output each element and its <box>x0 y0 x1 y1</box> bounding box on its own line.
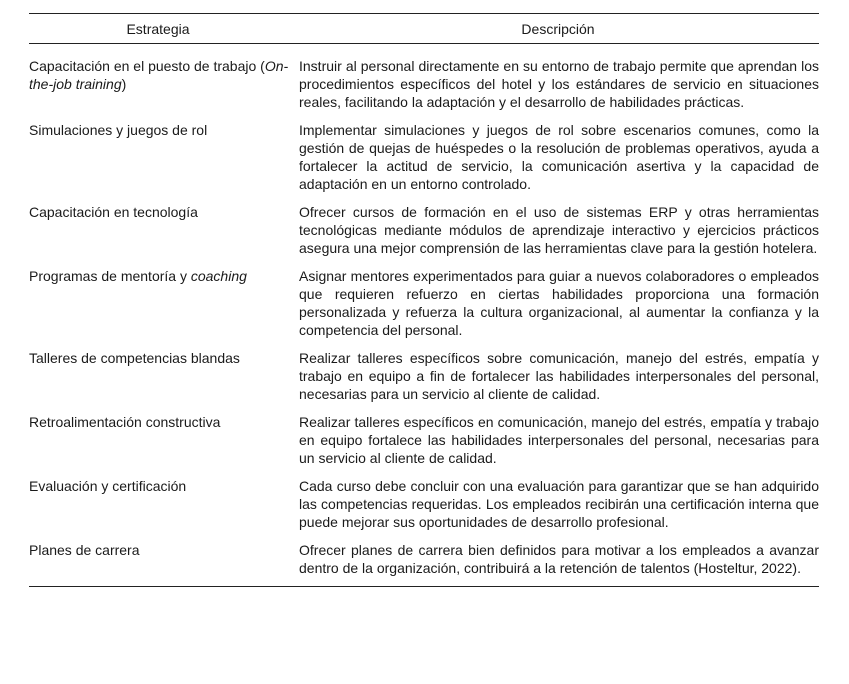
strategy-cell <box>29 121 299 193</box>
table-row <box>29 57 819 111</box>
description-cell: Realizar talleres específicos en comunicación, manejo del estrés, empatía y trabajo en equipo fortalece las habilidades interpersonales del personal, necesarias para un servicio al cliente de calidad. <box>299 414 819 466</box>
strategy-cell <box>29 349 299 403</box>
description-cell: Realizar talleres específicos sobre comunicación, manejo del estrés, empatía y trabajo en equipo a fin de fortalecer las habilidades interpersonales del personal, necesarias para un servicio al cliente de calidad. <box>299 350 819 402</box>
strategy-italic-text: coaching <box>190 268 247 284</box>
description-cell: Ofrecer cursos de formación en el uso de sistemas ERP y otras herramientas tecnológicas mediante módulos de aprendizaje interactivo y ejercicios prácticos asegura una mejor comprensión de las herramientas clave para la gestión hotelera. <box>299 204 819 256</box>
table-body <box>29 44 819 586</box>
strategy-cell <box>29 541 299 577</box>
table-row <box>29 121 819 193</box>
description-cell: Cada curso debe concluir con una evaluación para garantizar que se han adquirido las competencias requeridas. Los empleados recibirán una certificación interna que puede mejorar sus oportunidades de desarrollo profesional. <box>299 478 819 530</box>
strategy-text: Capacitación en tecnología <box>29 204 198 220</box>
strategy-cell <box>29 477 299 531</box>
description-cell: Implementar simulaciones y juegos de rol sobre escenarios comunes, como la gestión de quejas de huéspedes o la resolución de problemas operativos, ayuda a fortalecer la actitud de servicio, la comunicación asertiva y la capacidad de adaptación en un entorno controlado. <box>299 122 819 192</box>
strategy-text: Retroalimentación constructiva <box>29 414 221 430</box>
strategy-text: Planes de carrera <box>29 542 140 558</box>
strategy-table <box>29 13 819 587</box>
table-bottom-rule <box>29 586 819 587</box>
strategy-cell <box>29 57 299 111</box>
header-strategy: Estrategia <box>126 20 190 37</box>
table-row <box>29 477 819 531</box>
description-cell: Instruir al personal directamente en su entorno de trabajo permite que aprendan los procedimientos específicos del hotel y los estándares de servicio en situaciones reales, facilitando la adaptación y el desarrollo de habilidades prácticas. <box>299 58 819 110</box>
table-row <box>29 203 819 257</box>
table-row <box>29 541 819 577</box>
description-cell: Asignar mentores experimentados para guiar a nuevos colaboradores o empleados que requieren refuerzo en ciertas habilidades proporciona una formación personalizada y refuerza la cultura organizacional, al aumentar la confianza y la competencia del personal. <box>299 268 819 338</box>
strategy-cell <box>29 267 299 339</box>
strategy-text: Simulaciones y juegos de rol <box>29 122 208 138</box>
table-row <box>29 349 819 403</box>
strategy-text: Talleres de competencias blandas <box>29 350 240 366</box>
strategy-cell <box>29 413 299 467</box>
strategy-text: Evaluación y certificación <box>29 478 187 494</box>
header-description: Descripción <box>521 20 595 37</box>
description-cell: Ofrecer planes de carrera bien definidos para motivar a los empleados a avanzar dentro de la organización, contribuirá a la retención de talentos (Hosteltur, 2022). <box>299 542 819 576</box>
strategy-italic-text: On-the-job training <box>29 58 289 92</box>
strategy-text: Capacitación en el puesto de trabajo ( <box>29 58 265 74</box>
strategy-cell <box>29 203 299 257</box>
table-row <box>29 267 819 339</box>
strategy-text-suffix: ) <box>121 76 127 92</box>
strategy-text: Programas de mentoría y <box>29 268 191 284</box>
table-header <box>29 14 819 43</box>
table-row <box>29 413 819 467</box>
